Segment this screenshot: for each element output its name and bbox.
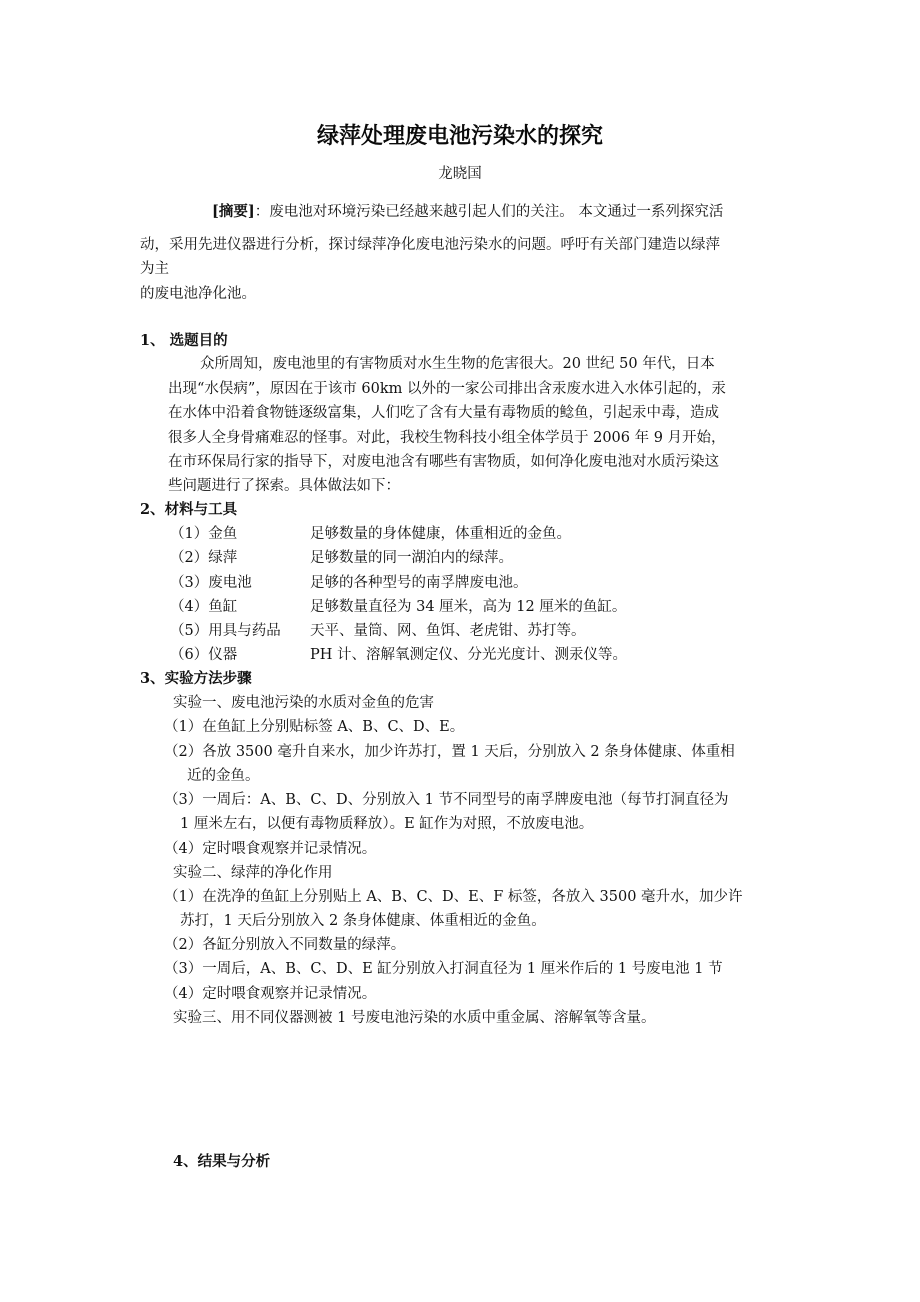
- material-name: （1）金鱼: [170, 526, 238, 542]
- experiment-1-title: 实验一、废电池污染的水质对金鱼的危害: [173, 695, 434, 711]
- material-name: （4）鱼缸: [170, 599, 238, 615]
- experiment-1-step: （3）一周后：A、B、C、D、分别放入 1 节不同型号的南孚牌废电池（每节打洞直径为: [164, 792, 729, 808]
- experiment-2-step: （1）在洗净的鱼缸上分别贴上 A、B、C、D、E、F 标签，各放入 3500 毫升水，加少许: [164, 889, 743, 905]
- experiment-2-step: （2）各缸分别放入不同数量的绿萍。: [164, 937, 406, 953]
- section-1-line: 在市环保局行家的指导下，对废电池含有哪些有害物质，如何净化废电池对水质污染这: [168, 454, 719, 470]
- section-1-line: 出现“水俣病”，原因在于该市 60km 以外的一家公司排出含汞废水进入水体引起的，汞: [168, 381, 727, 397]
- section-1-line: 些问题进行了探索。具体做法如下：: [168, 478, 400, 494]
- section-3-heading: 3、实验方法步骤: [140, 670, 252, 687]
- experiment-2-step: （3）一周后，A、B、C、D、E 缸分别放入打洞直径为 1 厘米作后的 1 号废电池 1 节: [164, 961, 723, 977]
- material-desc: 足够的各种型号的南孚牌废电池。: [310, 575, 528, 591]
- abstract-line-3: 为主: [140, 261, 169, 277]
- abstract-line-4: 的废电池净化池。: [140, 286, 256, 302]
- experiment-1-step: 近的金鱼。: [187, 768, 260, 784]
- material-desc: 天平、量筒、网、鱼饵、老虎钳、苏打等。: [310, 623, 586, 639]
- material-name: （5）用具与药品: [170, 623, 281, 639]
- abstract-text-1: ：废电池对环境污染已经越来越引起人们的关注。 本文通过一系列探究活: [254, 204, 724, 220]
- section-2-heading: 2、材料与工具: [140, 501, 238, 518]
- author: 龙晓国: [438, 166, 482, 182]
- section-1-line: 在水体中沿着食物链逐级富集，人们吃了含有大量有毒物质的鲶鱼，引起汞中毒，造成: [168, 405, 719, 421]
- experiment-3-title: 实验三、用不同仪器测被 1 号废电池污染的水质中重金属、溶解氧等含量。: [173, 1010, 656, 1026]
- abstract-label: [摘要]: [212, 203, 255, 220]
- material-desc: PH 计、溶解氧测定仪、分光光度计、测汞仪等。: [310, 647, 628, 663]
- experiment-1-step: （2）各放 3500 毫升自来水，加少许苏打，置 1 天后，分别放入 2 条身体健康、体重相: [164, 744, 735, 760]
- material-name: （2）绿萍: [170, 550, 238, 566]
- experiment-2-title: 实验二、绿萍的净化作用: [173, 865, 333, 881]
- section-1-line: 很多人全身骨痛难忍的怪事。对此，我校生物科技小组全体学员于 2006 年 9 月开始，: [168, 430, 726, 446]
- experiment-2-step: 苏打，1 天后分别放入 2 条身体健康、体重相近的金鱼。: [180, 913, 546, 929]
- material-desc: 足够数量直径为 34 厘米，高为 12 厘米的鱼缸。: [310, 599, 627, 615]
- experiment-2-step: （4）定时喂食观察并记录情况。: [164, 986, 377, 1002]
- abstract-line-2: 动，采用先进仪器进行分析，探讨绿萍净化废电池污染水的问题。呼吁有关部门建造以绿萍: [140, 237, 720, 253]
- section-1-line: 众所周知，废电池里的有害物质对水生生物的危害很大。20 世纪 50 年代，日本: [200, 356, 715, 372]
- page-title: 绿萍处理废电池污染水的探究: [316, 123, 603, 149]
- section-1-heading: 1、 选题目的: [140, 332, 228, 349]
- section-4-heading: 4、结果与分析: [173, 1153, 271, 1170]
- material-desc: 足够数量的身体健康，体重相近的金鱼。: [310, 526, 571, 542]
- experiment-1-step: 1 厘米左右，以便有毒物质释放）。E 缸作为对照，不放废电池。: [180, 816, 594, 832]
- abstract-line-1: [212, 200, 723, 224]
- material-desc: 足够数量的同一湖泊内的绿萍。: [310, 550, 513, 566]
- experiment-1-step: （4）定时喂食观察并记录情况。: [164, 841, 377, 857]
- experiment-1-step: （1）在鱼缸上分别贴标签 A、B、C、D、E。: [164, 719, 465, 735]
- material-name: （3）废电池: [170, 575, 252, 591]
- material-name: （6）仪器: [170, 647, 238, 663]
